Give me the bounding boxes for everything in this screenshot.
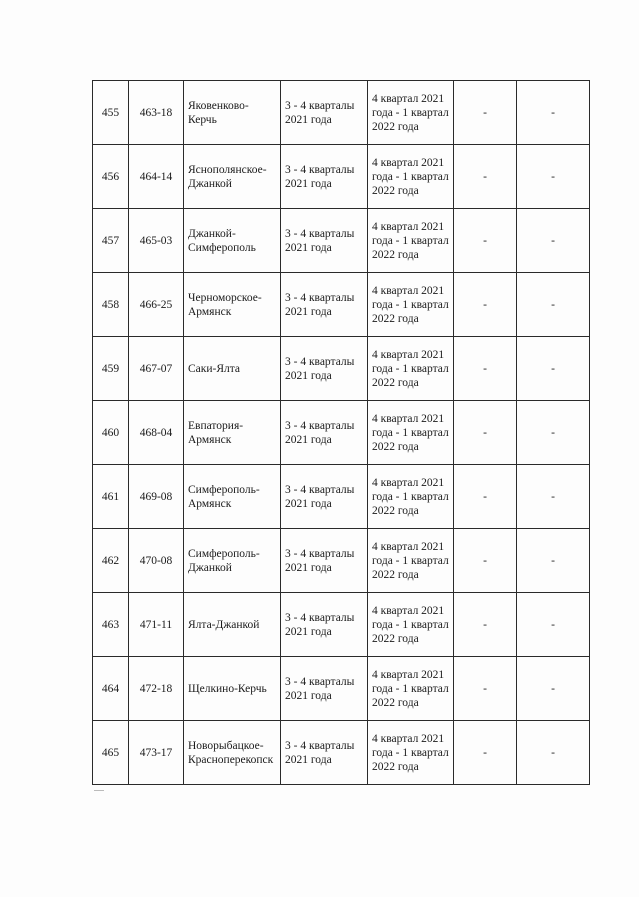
- empty-value-cell: -: [517, 209, 590, 273]
- route-name-cell: Новорыбацкое-Красноперекопск: [184, 721, 281, 785]
- empty-value-cell: -: [454, 657, 517, 721]
- route-code-cell: 464-14: [129, 145, 184, 209]
- route-code-cell: 473-17: [129, 721, 184, 785]
- route-name-cell: Евпатория-Армянск: [184, 401, 281, 465]
- empty-value-cell: -: [517, 273, 590, 337]
- empty-value-cell: -: [454, 337, 517, 401]
- page-mark: [94, 790, 104, 791]
- empty-value-cell: -: [454, 529, 517, 593]
- table-row: [93, 401, 590, 465]
- empty-value-cell: -: [454, 465, 517, 529]
- deadline-cell: 4 квартал 2021 года - 1 квартал 2022 года: [368, 529, 454, 593]
- deadline-cell: 4 квартал 2021 года - 1 квартал 2022 года: [368, 145, 454, 209]
- row-number-cell: 456: [93, 145, 129, 209]
- period-cell: 3 - 4 кварталы 2021 года: [281, 401, 368, 465]
- deadline-cell: 4 квартал 2021 года - 1 квартал 2022 года: [368, 401, 454, 465]
- period-cell: 3 - 4 кварталы 2021 года: [281, 593, 368, 657]
- deadline-cell: 4 квартал 2021 года - 1 квартал 2022 года: [368, 657, 454, 721]
- empty-value-cell: -: [454, 401, 517, 465]
- deadline-cell: 4 квартал 2021 года - 1 квартал 2022 года: [368, 273, 454, 337]
- period-cell: 3 - 4 кварталы 2021 года: [281, 721, 368, 785]
- table-row: [93, 593, 590, 657]
- row-number-cell: 462: [93, 529, 129, 593]
- empty-value-cell: -: [454, 721, 517, 785]
- empty-value-cell: -: [517, 465, 590, 529]
- route-code-cell: 463-18: [129, 81, 184, 145]
- route-name-cell: Щелкино-Керчь: [184, 657, 281, 721]
- deadline-cell: 4 квартал 2021 года - 1 квартал 2022 года: [368, 465, 454, 529]
- period-cell: 3 - 4 кварталы 2021 года: [281, 529, 368, 593]
- deadline-cell: 4 квартал 2021 года - 1 квартал 2022 года: [368, 721, 454, 785]
- route-code-cell: 470-08: [129, 529, 184, 593]
- route-code-cell: 469-08: [129, 465, 184, 529]
- row-number-cell: 461: [93, 465, 129, 529]
- table-row: [93, 465, 590, 529]
- deadline-cell: 4 квартал 2021 года - 1 квартал 2022 года: [368, 593, 454, 657]
- route-name-cell: Яковенково-Керчь: [184, 81, 281, 145]
- row-number-cell: 457: [93, 209, 129, 273]
- table-row: [93, 337, 590, 401]
- empty-value-cell: -: [454, 145, 517, 209]
- deadline-cell: 4 квартал 2021 года - 1 квартал 2022 года: [368, 81, 454, 145]
- empty-value-cell: -: [517, 337, 590, 401]
- row-number-cell: 465: [93, 721, 129, 785]
- table-row: [93, 273, 590, 337]
- empty-value-cell: -: [517, 593, 590, 657]
- route-schedule-table: [92, 80, 590, 785]
- row-number-cell: 455: [93, 81, 129, 145]
- period-cell: 3 - 4 кварталы 2021 года: [281, 337, 368, 401]
- row-number-cell: 460: [93, 401, 129, 465]
- table-row: [93, 529, 590, 593]
- period-cell: 3 - 4 кварталы 2021 года: [281, 145, 368, 209]
- empty-value-cell: -: [517, 401, 590, 465]
- period-cell: 3 - 4 кварталы 2021 года: [281, 209, 368, 273]
- period-cell: 3 - 4 кварталы 2021 года: [281, 465, 368, 529]
- empty-value-cell: -: [454, 593, 517, 657]
- period-cell: 3 - 4 кварталы 2021 года: [281, 657, 368, 721]
- route-code-cell: 467-07: [129, 337, 184, 401]
- table-row: [93, 209, 590, 273]
- table-row: [93, 145, 590, 209]
- period-cell: 3 - 4 кварталы 2021 года: [281, 81, 368, 145]
- deadline-cell: 4 квартал 2021 года - 1 квартал 2022 года: [368, 337, 454, 401]
- route-code-cell: 465-03: [129, 209, 184, 273]
- empty-value-cell: -: [454, 209, 517, 273]
- empty-value-cell: -: [454, 81, 517, 145]
- empty-value-cell: -: [517, 529, 590, 593]
- empty-value-cell: -: [454, 273, 517, 337]
- route-name-cell: Симферополь-Армянск: [184, 465, 281, 529]
- empty-value-cell: -: [517, 721, 590, 785]
- route-name-cell: Яснополянское-Джанкой: [184, 145, 281, 209]
- row-number-cell: 458: [93, 273, 129, 337]
- empty-value-cell: -: [517, 145, 590, 209]
- row-number-cell: 463: [93, 593, 129, 657]
- table-row: [93, 81, 590, 145]
- route-code-cell: 472-18: [129, 657, 184, 721]
- empty-value-cell: -: [517, 657, 590, 721]
- table-row: [93, 657, 590, 721]
- route-name-cell: Джанкой-Симферополь: [184, 209, 281, 273]
- table-row: [93, 721, 590, 785]
- route-code-cell: 466-25: [129, 273, 184, 337]
- route-name-cell: Черноморское-Армянск: [184, 273, 281, 337]
- route-name-cell: Саки-Ялта: [184, 337, 281, 401]
- route-name-cell: Симферополь-Джанкой: [184, 529, 281, 593]
- deadline-cell: 4 квартал 2021 года - 1 квартал 2022 года: [368, 209, 454, 273]
- period-cell: 3 - 4 кварталы 2021 года: [281, 273, 368, 337]
- route-name-cell: Ялта-Джанкой: [184, 593, 281, 657]
- route-code-cell: 471-11: [129, 593, 184, 657]
- route-code-cell: 468-04: [129, 401, 184, 465]
- row-number-cell: 464: [93, 657, 129, 721]
- row-number-cell: 459: [93, 337, 129, 401]
- table-body: [93, 81, 590, 785]
- empty-value-cell: -: [517, 81, 590, 145]
